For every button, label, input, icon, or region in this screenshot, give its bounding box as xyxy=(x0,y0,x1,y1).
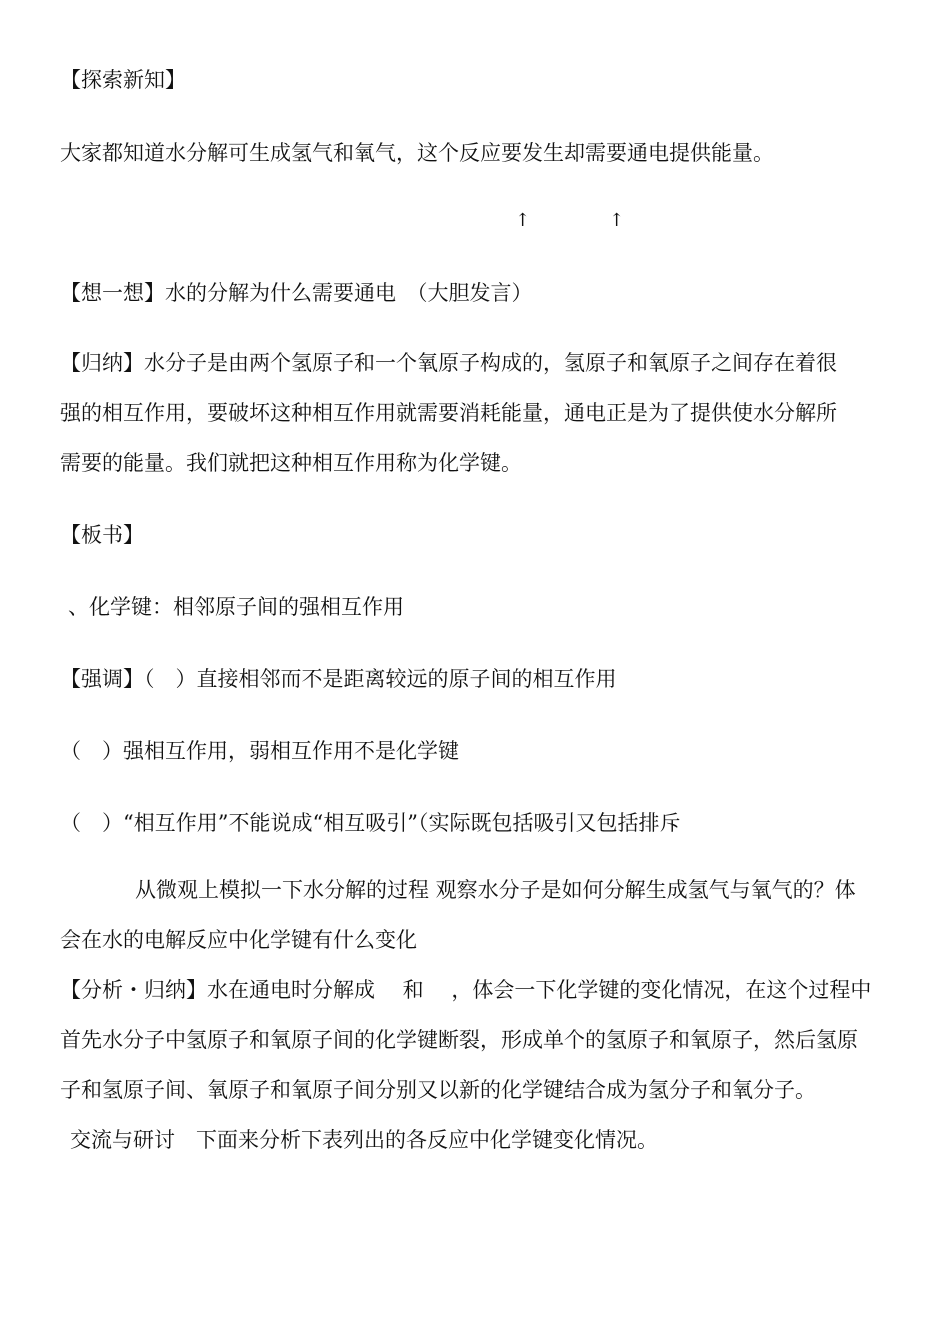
exchange-prompt: 交流与研讨 下面来分析下表列出的各反应中化学键变化情况。 xyxy=(70,1128,658,1152)
up-arrow-icon: ↑ xyxy=(515,210,531,231)
analysis-line: 子和氢原子间、氧原子和氧原子间分别又以新的化学键结合成为氢分子和氧分子。 xyxy=(60,1078,816,1102)
board-definition: 、化学键：相邻原子间的强相互作用 xyxy=(68,595,404,619)
think-prompt: 【想一想】水的分解为什么需要通电 （大胆发言） xyxy=(60,281,533,305)
intro-paragraph: 大家都知道水分解可生成氢气和氧气，这个反应要发生却需要通电提供能量。 xyxy=(60,141,774,165)
section-heading: 【探索新知】 xyxy=(60,68,186,92)
analysis-line: 【分析・归纳】水在通电时分解成 和 ，体会一下化学键的变化情况，在这个过程中 xyxy=(60,978,872,1002)
emphasis-line: （ ）强相互作用，弱相互作用不是化学键 xyxy=(60,739,459,763)
up-arrow-icon: ↑ xyxy=(609,210,625,231)
summary-line: 【归纳】水分子是由两个氢原子和一个氧原子构成的，氢原子和氧原子之间存在着很 xyxy=(60,351,837,375)
summary-line: 强的相互作用，要破坏这种相互作用就需要消耗能量，通电正是为了提供使水分解所 xyxy=(60,401,837,425)
summary-line: 需要的能量。我们就把这种相互作用称为化学键。 xyxy=(60,451,522,475)
board-heading: 【板书】 xyxy=(60,523,144,547)
observe-line: 从微观上模拟一下水分解的过程 观察水分子是如何分解生成氢气与氧气的？体 xyxy=(135,878,856,902)
emphasis-line: （ ）“相互作用”不能说成“相互吸引”（实际既包括吸引又包括排斥 xyxy=(60,811,681,835)
emphasis-line: 【强调】（ ）直接相邻而不是距离较远的原子间的相互作用 xyxy=(60,667,617,691)
analysis-line: 首先水分子中氢原子和氧原子间的化学键断裂，形成单个的氢原子和氧原子，然后氢原 xyxy=(60,1028,858,1052)
observe-line: 会在水的电解反应中化学键有什么变化 xyxy=(60,928,417,952)
